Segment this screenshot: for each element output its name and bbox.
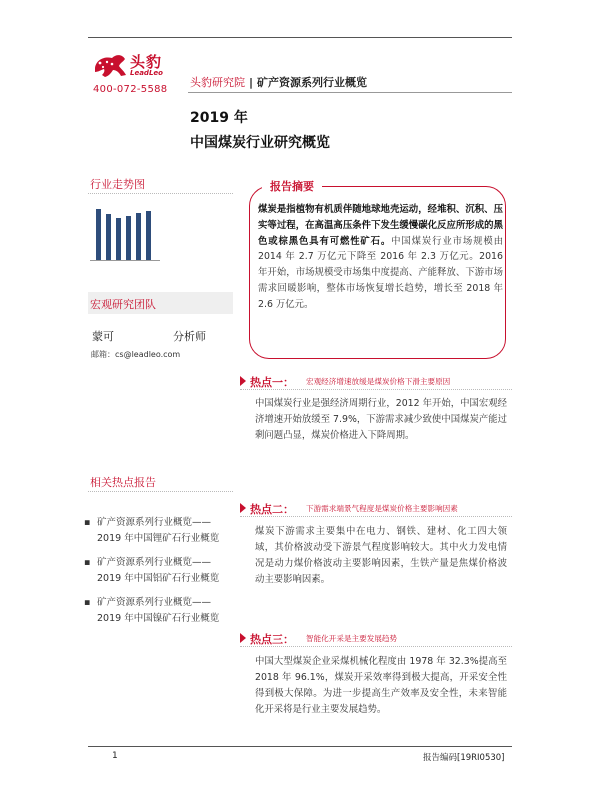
thumb-bar [116, 218, 121, 261]
brand-name-en: LeadLeo [130, 69, 163, 77]
team-heading-label: 宏观研究团队 [90, 298, 156, 311]
hotspot-subtitle: 宏观经济增速放缓是煤炭价格下滑主要原因 [306, 377, 451, 386]
hotspot-heading [240, 630, 512, 647]
thumb-bar [106, 214, 111, 261]
related-line2: 2019 年中国铝矿石行业概览 [97, 573, 220, 584]
bullet-icon: ▪ [84, 517, 91, 528]
thumb-bar [146, 211, 151, 261]
document-year: 2019 年 [190, 110, 248, 126]
hotspot-label: 热点一： [250, 376, 294, 389]
bullet-icon: ▪ [84, 557, 91, 568]
thumb-bar [126, 216, 131, 261]
footer-rule [88, 746, 512, 747]
report-code: 报告编码[19RI0530] [423, 753, 505, 763]
hotspot-subtitle: 下游需求端景气程度是煤炭价格主要影响因素 [306, 504, 458, 513]
thumb-bar [96, 209, 101, 261]
header-title [190, 74, 367, 90]
thumb-axis [90, 260, 160, 261]
related-line1: 矿产资源系列行业概览—— [97, 557, 212, 568]
related-line1: 矿产资源系列行业概览—— [97, 517, 212, 528]
header-separator: | [249, 76, 254, 89]
hotspot-text: 中国煤炭行业是强经济周期行业，2012 年开始，中国宏观经济增速开始放缓至 7.9%，下游需求减少致使中国煤炭产能过剩问题凸显，煤炭价格进入下降周期。 [255, 398, 507, 441]
hotspot-text: 中国大型煤炭企业采煤机械化程度由 1978 年 32.3%提高至 2018 年 96.1%，煤炭开采效率得到极大提高，开采安全性得到极大保障。为进一步提高生产效率及安全性，未来智能化开采将是行业主要发展趋势。 [255, 656, 507, 715]
arrow-right-icon [240, 503, 246, 513]
team-member-email[interactable]: 邮箱：cs@leadleo.com [91, 350, 181, 359]
bullet-icon: ▪ [84, 597, 91, 608]
hotspot-label: 热点二： [250, 503, 294, 516]
related-heading [88, 470, 233, 492]
summary-tag: 报告摘要 [262, 178, 322, 194]
summary-text [258, 202, 503, 313]
summary-body-text: 中国煤炭行业市场规模由 2014 年 2.7 万亿元下降至 2016 年 2.3 万亿元。2016 年开始，市场规模受市场集中度提高、产能释放、下游市场需求回暖影响，整体市场恢复增长趋势，增长至 2018 年 2.6 万亿元。 [258, 235, 503, 310]
arrow-right-icon [240, 376, 246, 386]
top-rule [88, 37, 512, 38]
arrow-right-icon [240, 633, 246, 643]
related-line2: 2019 年中国镍矿石行业概览 [97, 613, 220, 624]
thumb-bar [136, 213, 141, 261]
hotspot-text: 煤炭下游需求主要集中在电力、钢铁、建材、化工四大领域，其价格波动受下游景气程度影响较大。其中火力发电情况是动力煤价格波动主要影响因素，生铁产量是焦煤价格波动主要影响因素。 [255, 526, 507, 585]
trend-heading-label: 行业走势图 [90, 178, 145, 191]
hotspot-subtitle: 智能化开采是主要发展趋势 [306, 634, 398, 643]
related-heading-label: 相关热点报告 [90, 476, 156, 489]
page-number: 1 [112, 751, 118, 761]
header-rule [188, 92, 512, 93]
trend-heading [88, 172, 233, 194]
team-member-name: 蒙可 [92, 330, 114, 343]
document-title: 中国煤炭行业研究概览 [190, 135, 330, 151]
brand-phone: 400-072-5588 [93, 84, 168, 95]
team-heading [88, 292, 233, 314]
related-report-item[interactable] [84, 555, 219, 587]
hotspot-label: 热点三： [250, 633, 294, 646]
header-org: 头豹研究院 [190, 76, 245, 89]
related-line1: 矿产资源系列行业概览—— [97, 597, 212, 608]
related-report-item[interactable] [84, 515, 219, 547]
brand-name-cn: 头豹 [130, 53, 163, 71]
related-line2: 2019 年中国锂矿石行业概览 [97, 533, 220, 544]
hotspot-heading [240, 373, 512, 390]
summary-bold-text: 煤炭是指植物有机质伴随地球地壳运动，经堆积、沉积、压实等过程，在高温高压条件下发生缓慢碳化反应所形成的黑色或棕黑色具有可燃性矿石。 [258, 204, 503, 247]
related-report-item[interactable] [84, 595, 219, 627]
team-member-role: 分析师 [173, 330, 206, 343]
trend-thumbnail [90, 205, 168, 273]
header-series: 矿产资源系列行业概览 [257, 76, 368, 89]
hotspot-heading [240, 500, 512, 517]
